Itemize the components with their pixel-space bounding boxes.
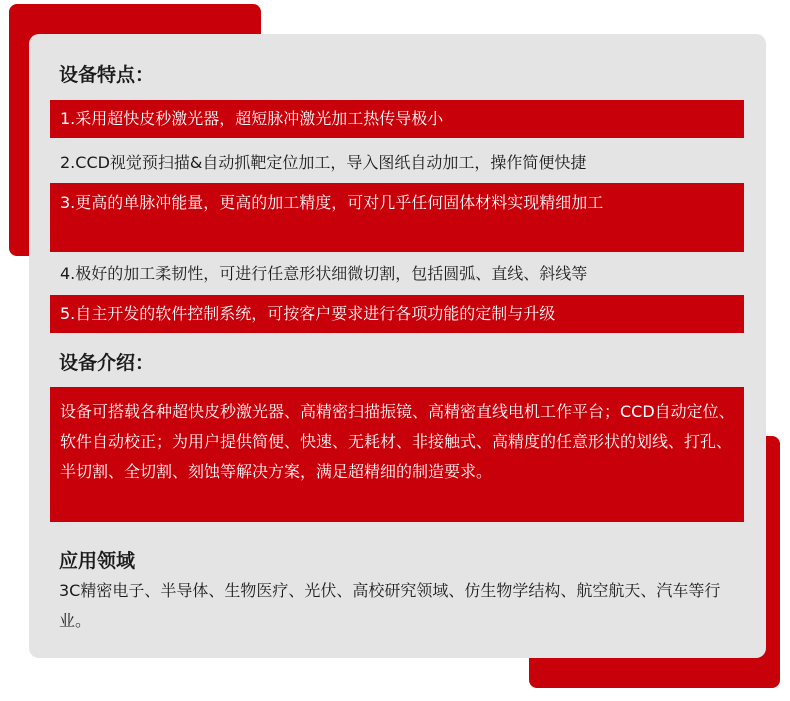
feature-item-1: 1.采用超快皮秒激光器，超短脉冲激光加工热传导极小 (50, 100, 744, 138)
feature-item-5: 5.自主开发的软件控制系统，可按客户要求进行各项功能的定制与升级 (50, 295, 744, 333)
intro-heading: 设备介绍： (59, 352, 155, 374)
intro-paragraph: 设备可搭载各种超快皮秒激光器、高精密扫描振镜、高精密直线电机工作平台；CCD自动定位、软件自动校正；为用户提供简便、快速、无耗材、非接触式、高精度的任意形状的划线、打孔、半切割、全切割、刻蚀等解决方案，满足超精细的制造要求。 (50, 387, 744, 522)
applications-paragraph: 3C精密电子、半导体、生物医疗、光伏、高校研究领域、仿生物学结构、航空航天、汽车等行业。 (59, 581, 721, 630)
applications-heading: 应用领域 (59, 550, 136, 572)
feature-item-4: 4.极好的加工柔韧性，可进行任意形状细微切割，包括圆弧、直线、斜线等 (60, 264, 588, 283)
features-heading: 设备特点： (59, 64, 155, 86)
feature-item-2: 2.CCD视觉预扫描&自动抓靶定位加工，导入图纸自动加工，操作简便快捷 (60, 153, 587, 172)
content-card (29, 34, 766, 658)
feature-item-3: 3.更高的单脉冲能量，更高的加工精度，可对几乎任何固体材料实现精细加工 (50, 183, 744, 252)
